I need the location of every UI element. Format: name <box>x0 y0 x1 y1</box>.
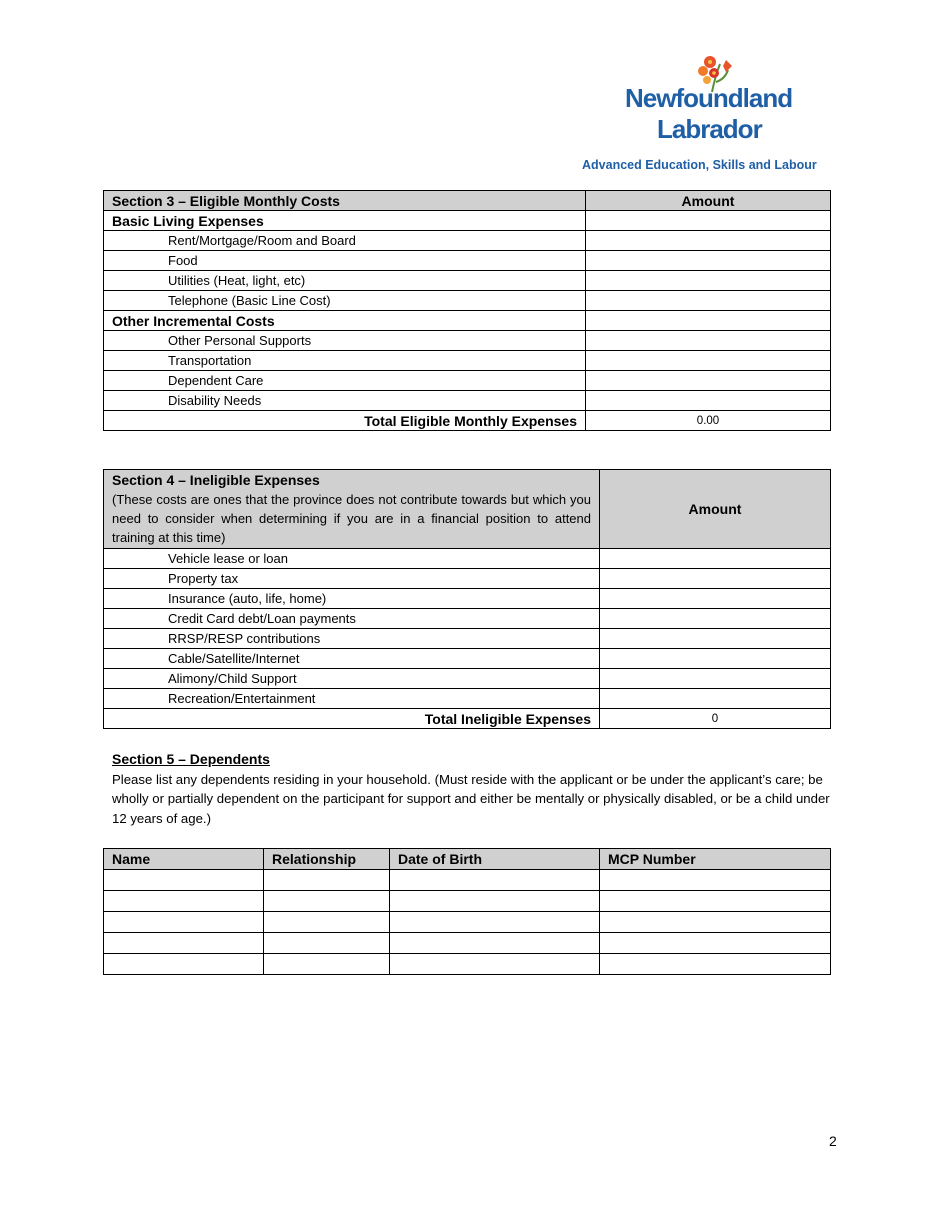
expense-label: Telephone (Basic Line Cost) <box>104 291 586 311</box>
name-input[interactable] <box>104 954 264 975</box>
dependents-header-row <box>104 849 831 870</box>
expense-label: Dependent Care <box>104 371 586 391</box>
section4-header-cell <box>104 470 600 549</box>
section5-intro <box>112 750 834 828</box>
section4-amount-header: Amount <box>600 470 831 549</box>
section4-table <box>103 469 831 729</box>
expense-label: Other Personal Supports <box>104 331 586 351</box>
expense-label: Utilities (Heat, light, etc) <box>104 271 586 291</box>
table-row <box>104 271 831 291</box>
amount-input[interactable] <box>586 231 831 251</box>
mcp-number-input[interactable] <box>600 870 831 891</box>
amount-cell[interactable] <box>586 311 831 331</box>
department-name: Advanced Education, Skills and Labour <box>582 158 817 172</box>
table-row <box>104 371 831 391</box>
table-row <box>104 689 831 709</box>
amount-input[interactable] <box>600 549 831 569</box>
table-row <box>104 912 831 933</box>
table-row <box>104 954 831 975</box>
table-row <box>104 933 831 954</box>
section3-group-row <box>104 211 831 231</box>
section5-title: Section 5 – Dependents <box>112 751 270 767</box>
date-of-birth-input[interactable] <box>390 870 600 891</box>
table-row <box>104 251 831 271</box>
name-input[interactable] <box>104 891 264 912</box>
date-of-birth-input[interactable] <box>390 912 600 933</box>
logo-wordmark-newfoundland: Newfoundland <box>625 83 793 113</box>
section3-amount-header: Amount <box>586 191 831 211</box>
table-row <box>104 891 831 912</box>
amount-input[interactable] <box>586 271 831 291</box>
mcp-number-input[interactable] <box>600 912 831 933</box>
name-input[interactable] <box>104 870 264 891</box>
expense-label: Recreation/Entertainment <box>104 689 600 709</box>
amount-input[interactable] <box>586 331 831 351</box>
total-ineligible-value: 0 <box>600 709 831 729</box>
column-header-name: Name <box>104 849 264 870</box>
table-row <box>104 629 831 649</box>
amount-input[interactable] <box>600 689 831 709</box>
date-of-birth-input[interactable] <box>390 954 600 975</box>
amount-input[interactable] <box>600 569 831 589</box>
amount-input[interactable] <box>586 351 831 371</box>
other-incremental-costs-label: Other Incremental Costs <box>104 311 586 331</box>
expense-label: Insurance (auto, life, home) <box>104 589 600 609</box>
table-row <box>104 231 831 251</box>
section3-total-row <box>104 411 831 431</box>
table-row <box>104 391 831 411</box>
dependents-table <box>103 848 831 975</box>
relationship-input[interactable] <box>264 891 390 912</box>
amount-input[interactable] <box>586 391 831 411</box>
expense-label: Food <box>104 251 586 271</box>
section3-group-row <box>104 311 831 331</box>
column-header-date-of-birth: Date of Birth <box>390 849 600 870</box>
section3-title: Section 3 – Eligible Monthly Costs <box>104 191 586 211</box>
table-row <box>104 649 831 669</box>
expense-label: Disability Needs <box>104 391 586 411</box>
amount-cell[interactable] <box>586 211 831 231</box>
table-row <box>104 549 831 569</box>
logo-wordmark-labrador: Labrador <box>657 114 762 144</box>
date-of-birth-input[interactable] <box>390 891 600 912</box>
amount-input[interactable] <box>600 589 831 609</box>
total-ineligible-label: Total Ineligible Expenses <box>104 709 600 729</box>
total-eligible-value: 0.00 <box>586 411 831 431</box>
amount-input[interactable] <box>600 649 831 669</box>
expense-label: RRSP/RESP contributions <box>104 629 600 649</box>
relationship-input[interactable] <box>264 912 390 933</box>
expense-label: Alimony/Child Support <box>104 669 600 689</box>
amount-input[interactable] <box>586 291 831 311</box>
expense-label: Vehicle lease or loan <box>104 549 600 569</box>
amount-input[interactable] <box>600 669 831 689</box>
column-header-mcp-number: MCP Number <box>600 849 831 870</box>
name-input[interactable] <box>104 933 264 954</box>
name-input[interactable] <box>104 912 264 933</box>
table-row <box>104 609 831 629</box>
table-row <box>104 351 831 371</box>
table-row <box>104 291 831 311</box>
relationship-input[interactable] <box>264 954 390 975</box>
basic-living-expenses-label: Basic Living Expenses <box>104 211 586 231</box>
mcp-number-input[interactable] <box>600 954 831 975</box>
expense-label: Cable/Satellite/Internet <box>104 649 600 669</box>
expense-label: Property tax <box>104 569 600 589</box>
expense-label: Rent/Mortgage/Room and Board <box>104 231 586 251</box>
table-row <box>104 669 831 689</box>
table-row <box>104 870 831 891</box>
relationship-input[interactable] <box>264 870 390 891</box>
page-number: 2 <box>829 1133 837 1149</box>
amount-input[interactable] <box>600 609 831 629</box>
column-header-relationship: Relationship <box>264 849 390 870</box>
government-logo <box>580 50 842 180</box>
table-row <box>104 331 831 351</box>
total-eligible-label: Total Eligible Monthly Expenses <box>104 411 586 431</box>
mcp-number-input[interactable] <box>600 933 831 954</box>
expense-label: Transportation <box>104 351 586 371</box>
section4-header-row <box>104 470 831 549</box>
amount-input[interactable] <box>600 629 831 649</box>
amount-input[interactable] <box>586 371 831 391</box>
table-row <box>104 589 831 609</box>
section3-table <box>103 190 831 431</box>
expense-label: Credit Card debt/Loan payments <box>104 609 600 629</box>
mcp-number-input[interactable] <box>600 891 831 912</box>
date-of-birth-input[interactable] <box>390 933 600 954</box>
section3-header-row <box>104 191 831 211</box>
relationship-input[interactable] <box>264 933 390 954</box>
section4-description: (These costs are ones that the province does not contribute towards but which you need to consider when determining if you are in a financial position to attend training at this time) <box>112 492 591 545</box>
section4-total-row <box>104 709 831 729</box>
section5-description: Please list any dependents residing in your household. (Must reside with the applicant or be under the applicant’s care; be wholly or partially dependent on the participant for support and either be mentally or physically disabled, or be a child under 12 years of age.) <box>112 771 830 826</box>
table-row <box>104 569 831 589</box>
amount-input[interactable] <box>586 251 831 271</box>
section4-title: Section 4 – Ineligible Expenses <box>112 472 320 488</box>
